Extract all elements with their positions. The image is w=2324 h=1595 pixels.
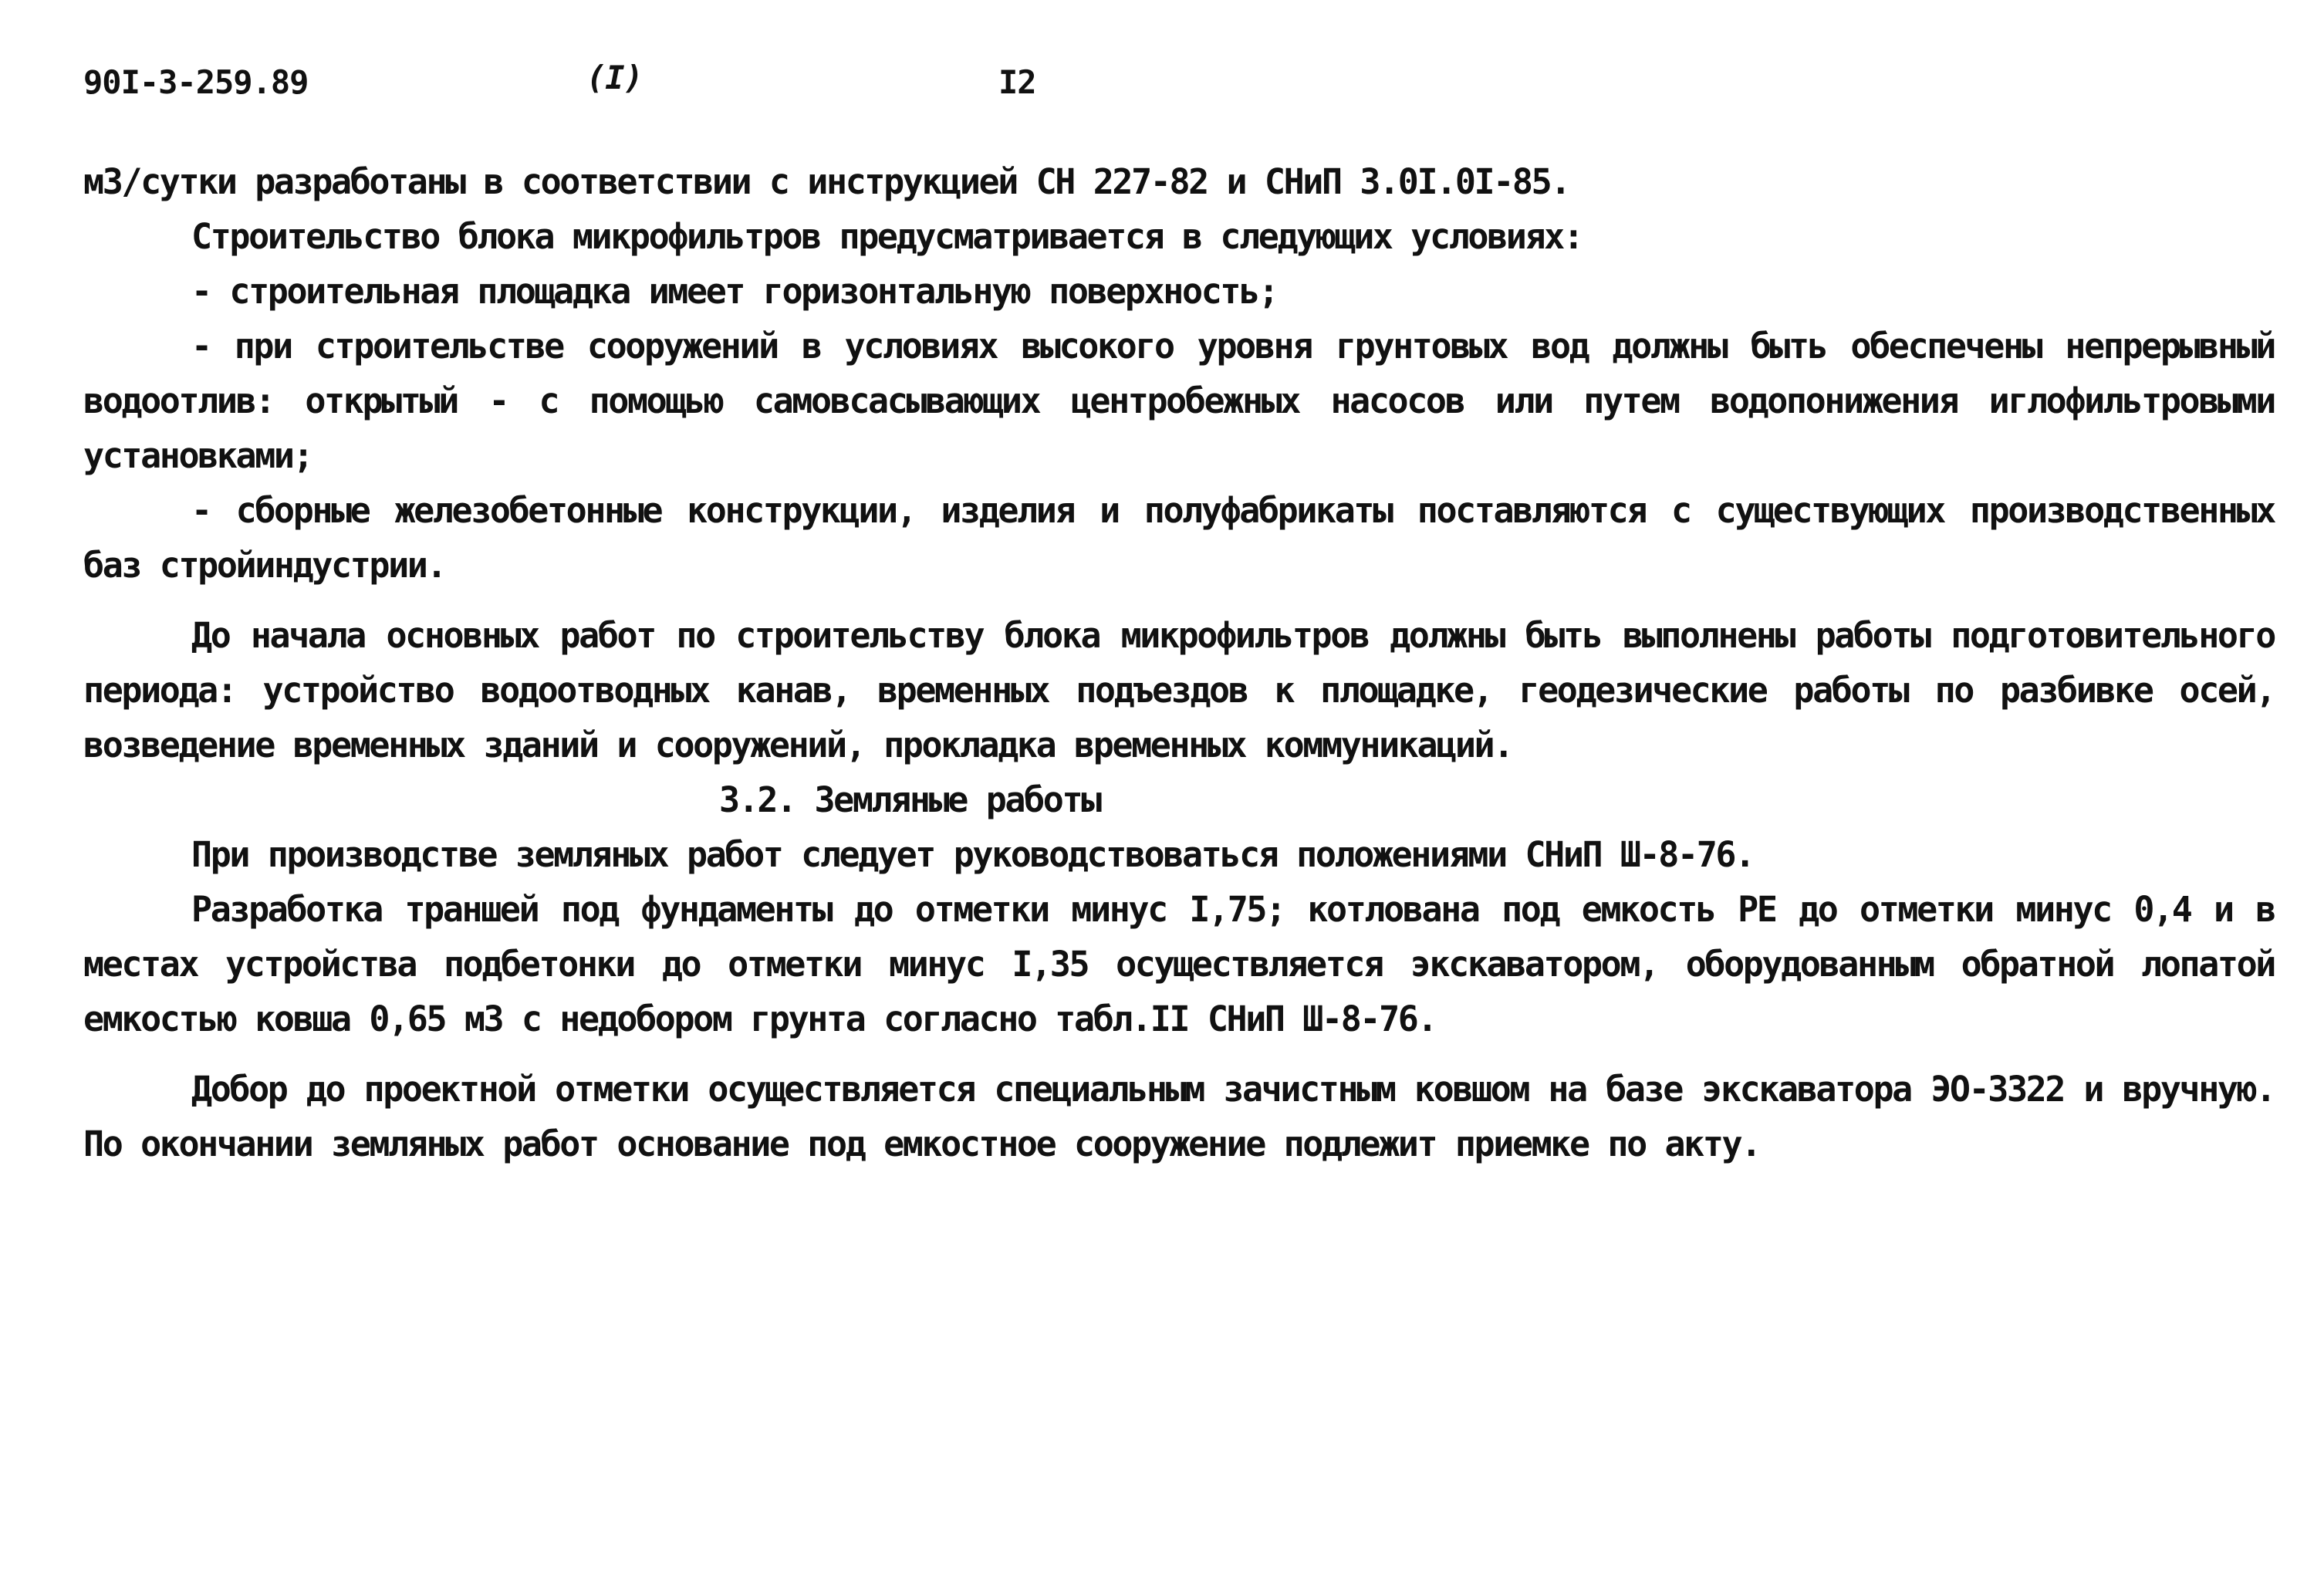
- list-item: - при строительстве сооружений в условиях высокого уровня грунтовых вод должны быть обеспечены непрерывный водоотлив: открытый - с помощью самовсасывающих центробежных насосов или путем водопонижения иглофильтровыми установками;: [83, 326, 2275, 476]
- page-number: I2: [998, 63, 1036, 101]
- paragraph: Разработка траншей под фундаменты до отметки минус I,75; котлована под емкость РЕ до отметки минус 0,4 и в местах устройства подбетонки до отметки минус I,35 осуществляется экскаватором, оборудованным обратной лопатой емкостью ковша 0,65 м3 с недобором грунта согласно табл.II СНиП Ш-8-76.: [83, 889, 2275, 1039]
- paragraph: До начала основных работ по строительству блока микрофильтров должны быть выполнены работы подготовительного периода: устройство водоотводных канав, временных подъездов к площадке, геодезические работы по разбивке осей, возведение временных зданий и сооружений, прокладка временных коммуникаций.: [83, 615, 2275, 765]
- list-item: - сборные железобетонные конструкции, изделия и полуфабрикаты поставляются с существующих производственных баз стройиндустрии.: [83, 490, 2275, 586]
- list-item: - строительная площадка имеет горизонтальную поверхность;: [191, 271, 1278, 312]
- document-body: [83, 154, 2275, 1171]
- paragraph: При производстве земляных работ следует руководствоваться положениями СНиП Ш-8-76.: [191, 834, 1754, 875]
- paragraph: Добор до проектной отметки осуществляется специальным зачистным ковшом на базе экскаватора ЭО-3322 и вручную. По окончании земляных работ основание под емкостное сооружение подлежит приемке по акту.: [83, 1069, 2275, 1164]
- sheet-mark: (I): [586, 59, 643, 96]
- document-code: 90I-3-259.89: [83, 63, 309, 101]
- paragraph: Строительство блока микрофильтров предусматривается в следующих условиях:: [191, 216, 1583, 257]
- section-heading: 3.2. Земляные работы: [719, 779, 1100, 820]
- page-header: [83, 59, 1086, 117]
- paragraph: м3/сутки разработаны в соответствии с инструкцией СН 227-82 и СНиП 3.0I.0I-85.: [83, 161, 1569, 202]
